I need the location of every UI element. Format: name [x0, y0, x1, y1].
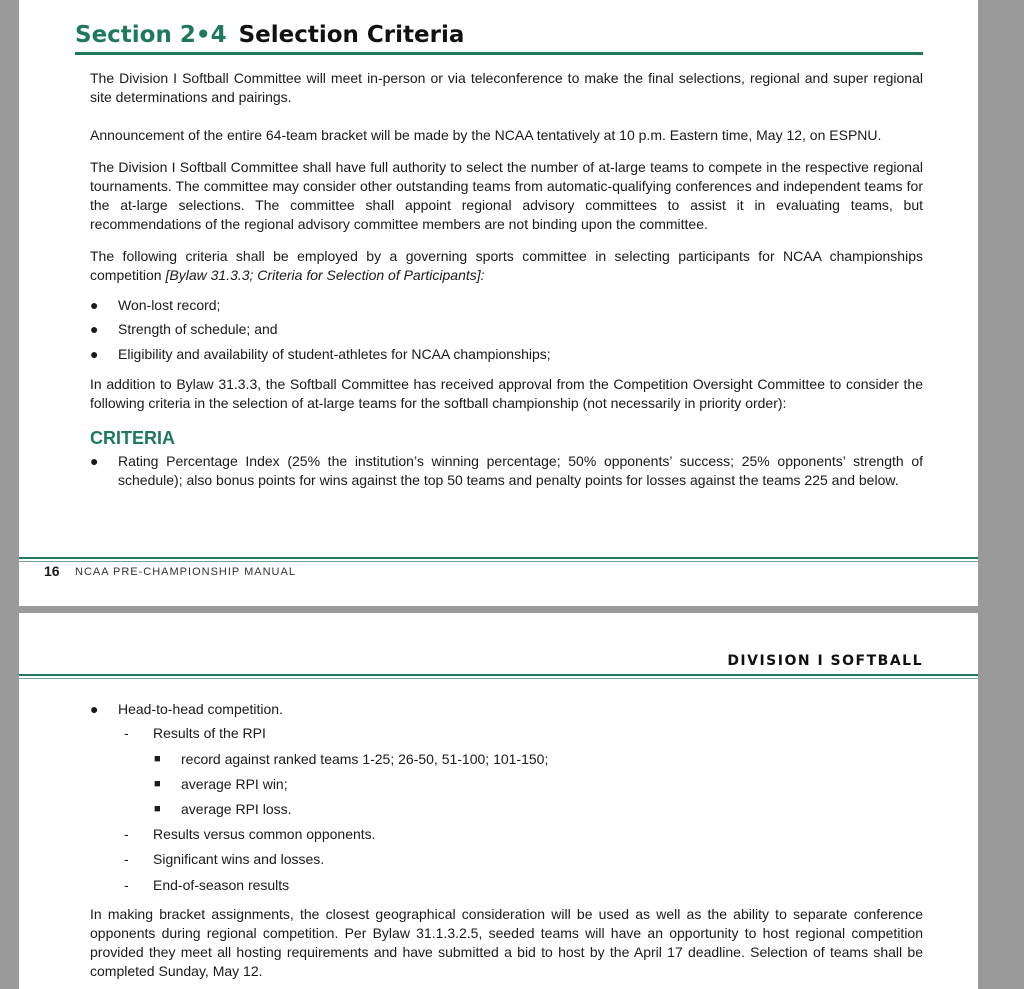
- section-title: Selection Criteria: [238, 22, 465, 48]
- list-item: [124, 876, 289, 895]
- footer-rule: [19, 561, 978, 562]
- list-item: [90, 296, 923, 315]
- list-item: [154, 750, 548, 769]
- document-page-17: [19, 613, 978, 989]
- page-number: 16: [44, 563, 60, 579]
- square-marker: ■: [154, 803, 161, 815]
- list-item-text: Results versus common opponents.: [153, 826, 376, 842]
- paragraph-bracket-assignments: In making bracket assignments, the closest geographical consideration will be used as well as the ability to separate conference opponents during regional competition. Per Bylaw 31.1.3.2.5, seeded teams will have an opportunity to host regional competition provided they meet all hosting requirements and have submitted a bid to host by the April 17 deadline. Selection of teams shall be completed Sunday, May 12.: [90, 906, 923, 979]
- document-page-16: [19, 0, 978, 606]
- bylaw-citation: [Bylaw 31.3.3; Criteria for Selection of Participants]:: [165, 267, 485, 283]
- list-item: [90, 452, 923, 490]
- list-item-text: Head-to-head competition.: [118, 701, 283, 717]
- list-item-text: Significant wins and losses.: [153, 851, 325, 867]
- list-item: [124, 850, 324, 869]
- list-item-text: Rating Percentage Index (25% the institution’s winning percentage; 50% opponents’ success; 25% opponents’ strength of schedule); also bonus points for wins against the top 50 teams and penalty points for losses against the teams 225 and below.: [118, 453, 923, 488]
- paragraph-announcement: Announcement of the entire 64-team bracket will be made by the NCAA tentatively at 10 p.m. Eastern time, May 12, on ESPNU.: [90, 127, 882, 143]
- criteria-heading: CRITERIA: [90, 428, 175, 448]
- list-item-text: record against ranked teams 1-25; 26-50, 51-100; 101-150;: [181, 751, 549, 767]
- footer-rule: [19, 557, 978, 559]
- header-rule: [19, 678, 978, 679]
- list-item-text: Won-lost record;: [118, 297, 221, 313]
- list-item: [90, 320, 923, 339]
- header-rule: [19, 674, 978, 676]
- list-item: [124, 825, 376, 844]
- list-item: [90, 700, 283, 719]
- list-item-text: Eligibility and availability of student-athletes for NCAA championships;: [118, 346, 551, 362]
- dash-marker: -: [124, 725, 129, 741]
- bullet-marker: ●: [90, 297, 99, 313]
- dash-marker: -: [124, 851, 129, 867]
- list-item-text: Results of the RPI: [153, 725, 266, 741]
- bullet-marker: ●: [90, 701, 99, 717]
- square-marker: ■: [154, 778, 161, 790]
- list-item-text: average RPI loss.: [181, 801, 292, 817]
- paragraph-additional-criteria: In addition to Bylaw 31.3.3, the Softball Committee has received approval from the Competition Oversight Committee to consider the following criteria in the selection of at-large teams for the softball championship (not necessarily in priority order):: [90, 376, 923, 411]
- dash-marker: -: [124, 826, 129, 842]
- dash-marker: -: [124, 877, 129, 893]
- paragraph-authority: The Division I Softball Committee shall have full authority to select the number of at-large teams to compete in the respective regional tournaments. The committee may consider other outstanding teams from automatic-qualifying conferences and independent teams for the at-large selections. The committee shall appoint regional advisory committees to assist it in evaluating teams, but recommendations of the regional advisory committee members are not binding upon the committee.: [90, 159, 923, 232]
- list-item: [154, 775, 288, 794]
- list-item-text: Strength of schedule; and: [118, 321, 278, 337]
- square-marker: ■: [154, 753, 161, 765]
- list-item: [124, 724, 266, 743]
- list-item: [90, 345, 923, 364]
- paragraph-meeting: The Division I Softball Committee will meet in-person or via teleconference to make the final selections, regional and super regional site determinations and pairings.: [90, 70, 923, 105]
- bullet-marker: ●: [90, 346, 99, 362]
- division-title: DIVISION I SOFTBALL: [727, 653, 923, 669]
- bullet-marker: ●: [90, 321, 99, 337]
- list-item-text: average RPI win;: [181, 776, 288, 792]
- section-number: Section 2•4: [75, 22, 227, 48]
- criteria-intro-text: The following criteria shall be employed by a governing sports committee in selecting participants for NCAA championships competition: [90, 248, 923, 283]
- paragraph-criteria-intro: [90, 247, 923, 285]
- manual-title: NCAA PRE-CHAMPIONSHIP MANUAL: [75, 566, 296, 578]
- list-item: [154, 800, 292, 819]
- list-item-text: End-of-season results: [153, 877, 290, 893]
- bullet-marker: ●: [90, 453, 99, 469]
- section-heading: [75, 18, 923, 55]
